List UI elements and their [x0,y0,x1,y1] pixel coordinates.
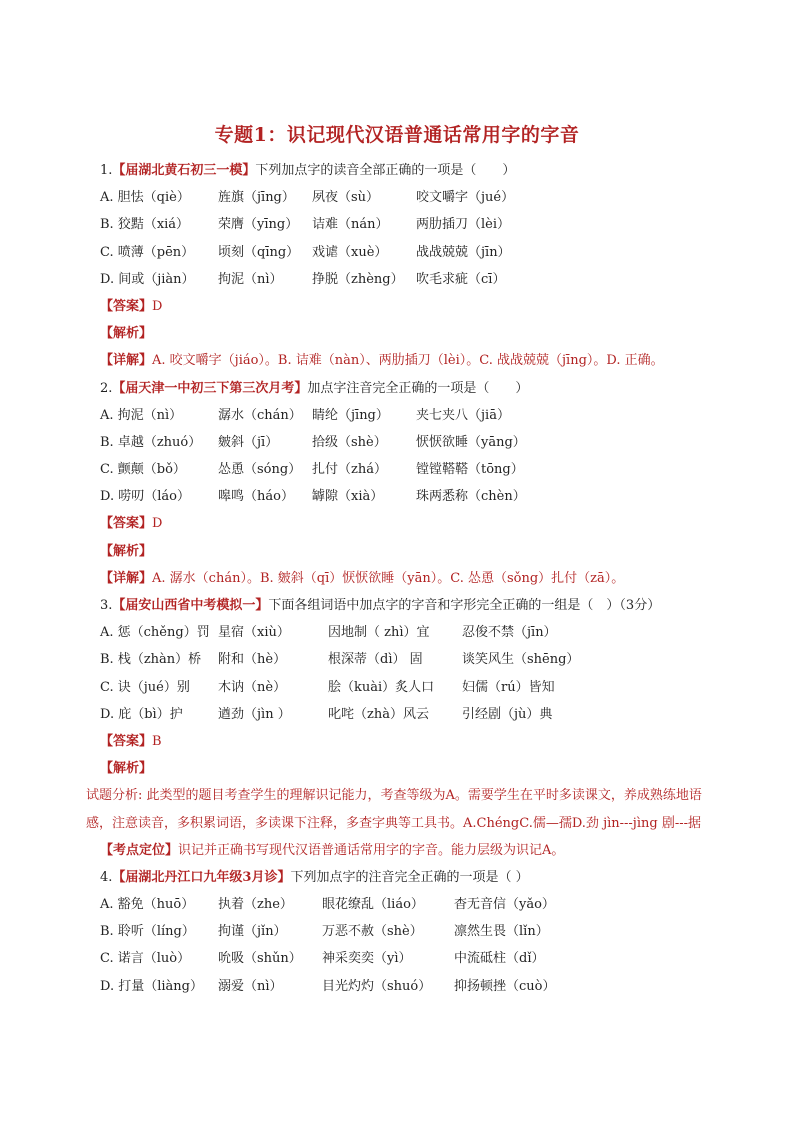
question-source: 【届湖北丹江口九年级3月诊】 [112,869,291,885]
question-3-option-c: C. 诀（jué）别 木讷（nè） 脍（kuài）炙人口 妇儒（rú）皆知 [100,679,555,695]
question-2-analysis: 【解析】 [100,543,153,559]
question-4-option-a: A. 豁免（huō） 执着（zhe） 眼花缭乱（liáo） 杳无音信（yǎo） [100,897,555,913]
question-source: 【届湖北黄石初三一模】 [112,163,256,178]
question-3-stem: 3.【届安山西省中考模拟一】下面各组词语中加点字的字音和字形完全正确的一组是（ ）（3分） [100,598,661,613]
question-source: 【届天津一中初三下第三次月考】 [112,380,308,396]
page-title: 专题1：识记现代汉语普通话常用字的字音 [214,124,580,146]
question-1-detail: 【详解】A. 咬文嚼字（jiáo）。B. 诘难（nàn）、两肋插刀（lèi）。C. 战战兢兢（jīng）。D. 正确。 [100,353,664,369]
question-2-option-b: B. 卓越（zhuó） 皴斜（jī） 拾级（shè） 恹恹欲睡（yāng） [100,434,526,450]
question-3-option-b: B. 栈（zhàn）桥 附和（hè） 根深蒂（dì） 固 谈笑风生（shēng） [100,652,580,668]
question-3-option-a: A. 惩（chěng）罚 星宿（xiù） 因地制（ zhì）宜 忍俊不禁（jīn） [100,625,557,641]
question-3-option-d: D. 庇（bì）护 遒劲（jìn ） 叱咤（zhà）风云 引经剧（jù）典 [100,706,553,722]
question-2-detail: 【详解】A. 潺水（chán）。B. 皴斜（qī）恹恹欲睡（yān）。C. 怂恿（sǒng）扎付（zā）。 [100,570,625,586]
question-1-option-a: A. 胆怯（qiè） 旌旗（jīng） 夙夜（sù） 咬文嚼字（jué） [100,190,515,206]
question-2-stem: 2.【届天津一中初三下第三次月考】加点字注音完全正确的一项是（ ） [100,380,529,396]
question-1-stem: 1.【届湖北黄石初三一模】下列加点字的读音全部正确的一项是（ ） [100,163,516,178]
question-2-answer: 【答案】D [100,516,163,532]
question-2-option-c: C. 颤颠（bǒ） 怂恿（sóng） 扎付（zhá） 镗镗鞳鞳（tōng） [100,462,524,478]
question-1-analysis: 【解析】 [100,326,153,342]
question-3-answer: 【答案】B [100,733,162,749]
question-1-option-c: C. 喷薄（pēn） 顷刻（qīng） 戏谑（xuè） 战战兢兢（jīn） [100,244,511,260]
question-source: 【届安山西省中考模拟一】 [112,598,269,613]
question-1-option-d: D. 间或（jiàn） 拘泥（nì） 挣脱（zhèng） 吹毛求疵（cī） [100,271,506,287]
question-list [86,157,720,1000]
question-4-option-c: C. 诺言（luò） 吮吸（shǔn） 神采奕奕（yì） 中流砥柱（dǐ） [100,951,545,967]
question-3-analysis: 【解析】 [100,761,153,777]
question-3-explanation: 试题分析: 此类型的题目考查学生的理解识记能力，考查等级为A。需要学生在平时多读课文，养成熟练地语感，注意读音，多积累词语，多读课下注释，多查字典等工具书。A.ChéngC.儒—孺D.劲 jìn---jìng 剧---据 [86,788,702,831]
question-1-answer: 【答案】D [100,298,163,314]
question-4-stem: 4.【届湖北丹江口九年级3月诊】下列加点字的注音完全正确的一项是（ ） [100,869,529,885]
question-3-point: 【考点定位】识记并正确书写现代汉语普通话常用字的字音。能力层级为识记A。 [100,842,565,858]
question-1-option-b: B. 狡黠（xiá） 荣膺（yīng） 诘难（nán） 两肋插刀（lèi） [100,217,511,233]
question-2-option-a: A. 拘泥（nì） 潺水（chán） 睛纶（jīng） 夹七夹八（jiā） [100,407,510,423]
question-4-option-d: D. 打量（liàng） 溺爱（nì） 目光灼灼（shuó） 抑扬顿挫（cuò） [100,978,556,994]
question-4-option-b: B. 聆听（líng） 拘谨（jǐn） 万恶不赦（shè） 凛然生畏（lǐn） [100,924,549,940]
question-2-option-d: D. 唠叨（láo） 嗥鸣（háo） 罅隙（xià） 珠两悉称（chèn） [100,489,526,505]
